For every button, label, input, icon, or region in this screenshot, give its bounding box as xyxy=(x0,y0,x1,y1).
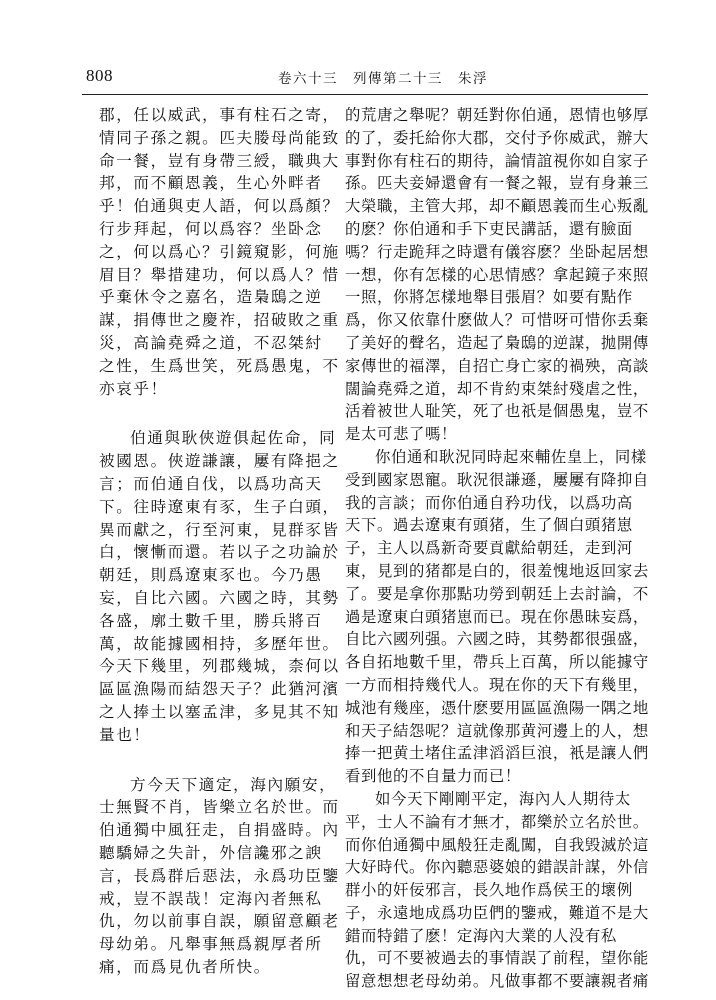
text-line: 伯通與耿俠遊俱起佐命，同 xyxy=(130,429,337,448)
paragraph-gap xyxy=(99,747,309,774)
right-paragraph-2 xyxy=(345,446,649,788)
text-line: 朝廷，則爲遼東豕也。今乃愚 xyxy=(99,566,323,585)
text-line: 的麽？你伯通和手下吏民講話，還有臉面 xyxy=(345,219,633,238)
text-line: 天下。過去遼東有頭猪，生了個白頭猪崽 xyxy=(345,516,633,535)
text-line: 言，長爲群后惡法，永爲功臣鑒 xyxy=(99,866,340,885)
text-line: 一照，你將怎樣地舉目張眉？如要有點作 xyxy=(345,288,633,307)
text-line: 災，高論堯舜之道，不忍桀紂 xyxy=(99,333,323,352)
text-line: 大榮職，主管大邦，却不顧恩義而生心叛亂 xyxy=(345,197,649,216)
page-header xyxy=(82,66,648,92)
text-line: 之性，生爲世笑，死爲愚鬼，不 xyxy=(99,356,340,375)
text-line: 一想，你有怎樣的心思情感？拿起鏡子來照 xyxy=(345,265,649,284)
text-line: 活着被世人耻笑，死了也祇是個愚鬼，豈不 xyxy=(345,402,649,421)
text-line: 量也！ xyxy=(99,725,151,744)
page-number: 808 xyxy=(86,66,113,85)
text-line: 下。往時遼東有豕，生子白頭， xyxy=(99,497,340,516)
text-line: 東，見到的猪都是白的，很羞愧地返回家去 xyxy=(345,561,649,580)
text-line: 平，士人不論有才無才，都樂於立名於世。 xyxy=(345,812,649,831)
text-line: 各盛，廓土數千里，勝兵將百 xyxy=(99,611,323,630)
text-line: 邦，而不顧恩義，生心外畔者 xyxy=(99,174,323,193)
left-paragraph-2 xyxy=(99,427,340,746)
paragraph-gap xyxy=(99,400,309,427)
text-line: 和天子結怨呢？這就像那黄河邊上的人，想 xyxy=(345,721,649,740)
text-line: 自比六國列强。六國之時，其勢都很强盛， xyxy=(345,630,649,649)
text-line: 是太可悲了嗎！ xyxy=(345,425,457,444)
text-line: 被國恩。俠遊謙讓，屢有降挹之 xyxy=(99,452,340,471)
text-line: 士無賢不肖，皆樂立名於世。而 xyxy=(99,798,340,817)
right-column-translation xyxy=(345,104,649,993)
text-line: 受到國家恩寵。耿況很謙遜，屢屢有降抑自 xyxy=(345,470,649,489)
text-line: 的荒唐之舉呢？朝廷對你伯通，恩情也够厚 xyxy=(345,106,649,124)
text-line: 今天下幾里，列郡幾城，柰何以 xyxy=(99,657,340,676)
text-line: 嗎？行走跪拜之時還有儀容麽？坐卧起居想 xyxy=(345,242,649,261)
text-line: 看到他的不自量力而已！ xyxy=(345,767,521,786)
text-line: 闊論堯舜之道，却不肯約束桀紂殘虐之性， xyxy=(345,379,649,398)
text-line: 戒，豈不誤哉！定海內者無私 xyxy=(99,889,323,908)
text-line: 了。要是拿你那點功勞到朝廷上去討論，不 xyxy=(345,584,649,603)
text-line: 事對你有柱石的期待，論情誼視你如自家子 xyxy=(345,151,649,170)
running-head: 卷六十三 列傳第二十三 朱浮 xyxy=(278,71,488,87)
text-line: 之，何以爲心？引鏡窺影，何施 xyxy=(99,242,340,261)
text-line: 郡，任以威武，事有柱石之寄， xyxy=(99,106,340,124)
text-line: 痛，而爲見仇者所快。 xyxy=(99,957,271,976)
text-line: 的了，委托給你大郡，交付予你威武，辦大 xyxy=(345,128,649,147)
text-line: 乎棄休令之嘉名，造梟鴟之逆 xyxy=(99,288,323,307)
text-line: 命一餐，豈有身帶三綬，職典大 xyxy=(99,151,340,170)
text-line: 如今天下剛剛平定，海內人人期待太 xyxy=(375,789,631,808)
text-line: 萬，故能據國相持，多歷年世。 xyxy=(99,634,340,653)
text-line: 異而獻之，行至河東，見群豕皆 xyxy=(99,520,340,539)
text-line: 區區漁陽而結怨天子？此猶河濱 xyxy=(99,680,340,699)
left-column-classical-text xyxy=(99,104,340,979)
text-line: 情同子孫之親。匹夫媵母尚能致 xyxy=(99,128,340,147)
right-paragraph-3 xyxy=(345,788,649,993)
text-line: 聽驕婦之失計，外信讒邪之諛 xyxy=(99,843,323,862)
text-line: 了美好的聲名，造起了梟鴟的逆謀，拋開傳 xyxy=(345,333,649,352)
text-line: 妄，自比六國。六國之時，其勢 xyxy=(99,588,340,607)
text-line: 乎！伯通與吏人語，何以爲顏？ xyxy=(99,197,340,216)
text-line: 各自拓地數千里，帶兵上百萬，所以能據守 xyxy=(345,653,649,672)
text-line: 亦哀乎！ xyxy=(99,379,168,398)
text-line: 子，主人以爲新奇要貢獻給朝廷，走到河 xyxy=(345,539,633,558)
text-line: 錯而特錯了麽！定海內大業的人没有私 xyxy=(345,926,617,945)
text-line: 言；而伯通自伐，以爲功高天 xyxy=(99,474,323,493)
text-line: 子，永遠地成爲功臣們的鑒戒，難道不是大 xyxy=(345,903,649,922)
text-line: 爲，你又依靠什麽做人？可惜呀可惜你丢棄 xyxy=(345,311,649,330)
text-line: 而你伯通獨中風般狂走亂闖，自我毁滅於這 xyxy=(345,835,649,854)
text-line: 過是遼東白頭猪崽而已。現在你愚昧妄爲， xyxy=(345,607,649,626)
text-line: 一方而相持幾代人。現在你的天下有幾里， xyxy=(345,675,649,694)
text-line: 家傳世的福澤，自招亡身亡家的禍殃，高談 xyxy=(345,356,649,375)
text-line: 謀，捐傳世之慶祚，招破敗之重 xyxy=(99,311,340,330)
text-line: 留意想想老母幼弟。凡做事都不要讓親者痛 xyxy=(345,972,649,991)
text-line: 白，懷慚而還。若以子之功論於 xyxy=(99,543,340,562)
header-rule xyxy=(82,94,648,95)
text-line: 行步拜起，何以爲容？坐卧念 xyxy=(99,219,323,238)
text-line: 孫。匹夫妾婦還會有一餐之報，豈有身兼三 xyxy=(345,174,649,193)
text-line: 城池有幾座，憑什麽要用區區漁陽一隅之地 xyxy=(345,698,649,717)
right-paragraph-1 xyxy=(345,104,649,446)
text-line: 群小的奸佞邪言，長久地作爲侯王的壞例 xyxy=(345,881,633,900)
text-line: 仇，勿以前事自誤，願留意顧老 xyxy=(99,912,340,931)
text-line: 方今天下適定，海內願安， xyxy=(130,775,337,794)
text-line: 母幼弟。凡舉事無爲親厚者所 xyxy=(99,935,323,954)
text-line: 伯通獨中風狂走，自捐盛時。內 xyxy=(99,821,340,840)
left-paragraph-3 xyxy=(99,774,340,979)
text-line: 仇，可不要被過去的事情誤了前程，望你能 xyxy=(345,949,649,968)
text-line: 我的言談；而你伯通自矜功伐，以爲功高 xyxy=(345,493,633,512)
text-line: 眉目？舉措建功，何以爲人？惜 xyxy=(99,265,340,284)
text-line: 之人捧土以塞孟津，多見其不知 xyxy=(99,702,340,721)
left-paragraph-1 xyxy=(99,104,340,400)
text-line: 你伯通和耿況同時起來輔佐皇上，同樣 xyxy=(375,447,647,466)
text-line: 大好時代。你內聽惡婆娘的錯誤計謀，外信 xyxy=(345,858,649,877)
text-line: 捧一把黄土堵住孟津滔滔巨浪，衹是讓人們 xyxy=(345,744,649,763)
